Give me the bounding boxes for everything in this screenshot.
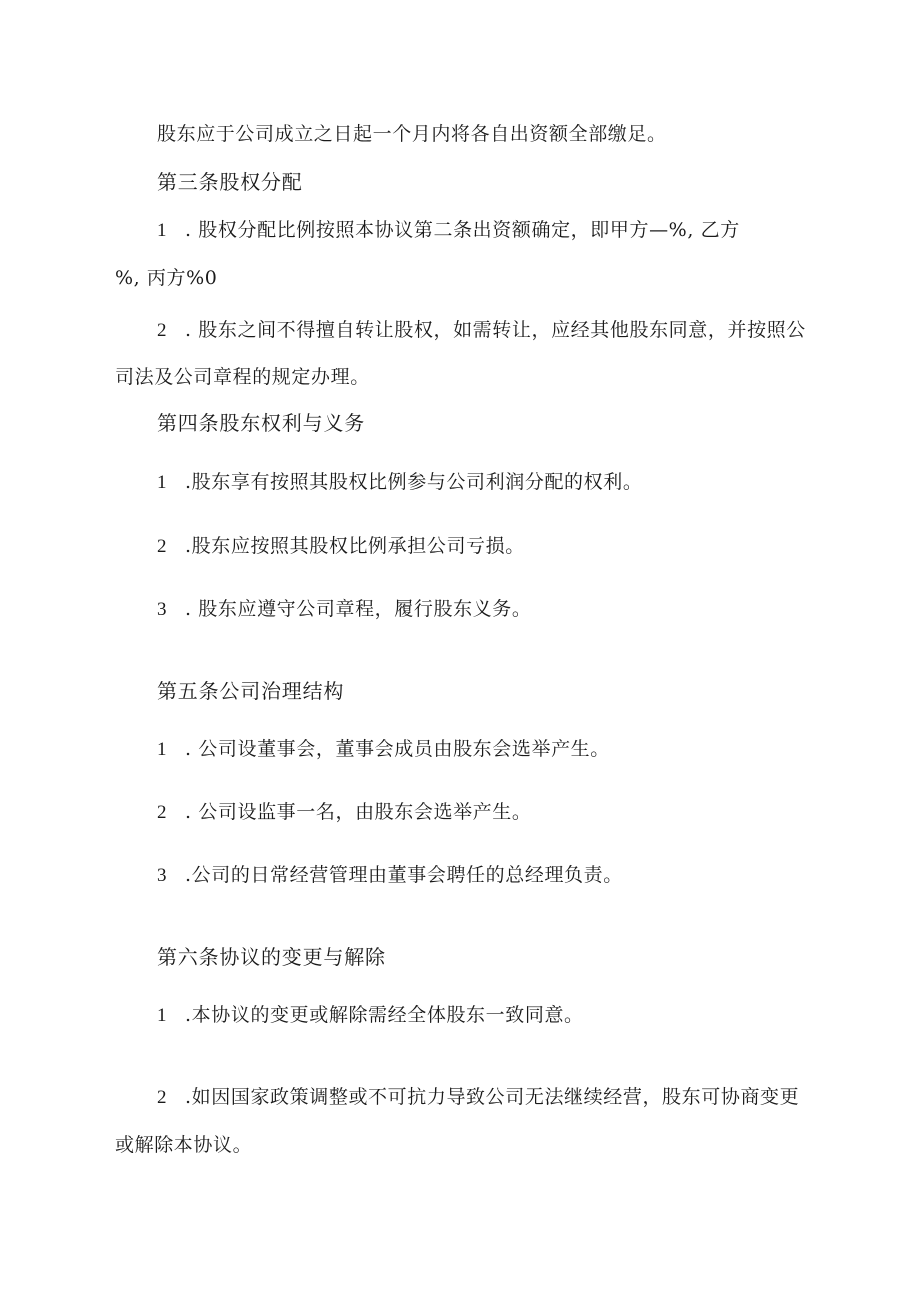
list-text: . 股东之间不得擅自转让股权，如需转让，应经其他股东同意，并按照公	[185, 319, 806, 341]
article3-item2-line1	[157, 318, 806, 343]
article4-item1	[157, 470, 642, 495]
list-text: . 公司设董事会，董事会成员由股东会选举产生。	[185, 738, 610, 760]
article4-item3	[157, 597, 531, 622]
list-text: . 股东应遵守公司章程，履行股东义务。	[185, 598, 532, 620]
list-text: .如因国家政策调整或不可抗力导致公司无法继续经营，股东可协商变更	[185, 1086, 800, 1108]
article4-item2	[157, 534, 525, 559]
article3-heading: 第三条股权分配	[157, 170, 303, 194]
intro-paragraph: 股东应于公司成立之日起一个月内将各自出资额全部缴足。	[157, 123, 667, 145]
article3-item1-line2: %, 丙方%0	[115, 267, 218, 289]
list-number: 1	[157, 1005, 168, 1026]
list-number: 2	[157, 1087, 168, 1108]
list-text: . 股权分配比例按照本协议第二条出资额确定，即甲方—%, 乙方	[185, 219, 740, 241]
article5-item2	[157, 800, 531, 825]
list-number: 1	[157, 472, 168, 493]
list-number: 2	[157, 320, 168, 341]
list-text: .股东享有按照其股权比例参与公司利润分配的权利。	[185, 471, 643, 493]
article5-heading: 第五条公司治理结构	[157, 679, 345, 703]
list-number: 1	[157, 739, 168, 760]
list-number: 2	[157, 802, 168, 823]
article3-item1-line1	[157, 218, 740, 243]
list-number: 2	[157, 536, 168, 557]
article5-item1	[157, 737, 610, 762]
list-text: .股东应按照其股权比例承担公司亏损。	[185, 535, 525, 557]
article6-item2-line1	[157, 1085, 799, 1110]
article5-item3	[157, 863, 623, 888]
list-text: .公司的日常经营管理由董事会聘任的总经理负责。	[185, 864, 623, 886]
article6-item1	[157, 1003, 584, 1028]
article6-heading: 第六条协议的变更与解除	[157, 945, 386, 969]
article3-item2-line2: 司法及公司章程的规定办理。	[115, 366, 370, 388]
list-number: 3	[157, 599, 168, 620]
list-text: . 公司设监事一名，由股东会选举产生。	[185, 801, 532, 823]
article6-item2-line2: 或解除本协议。	[115, 1134, 253, 1156]
list-text: .本协议的变更或解除需经全体股东一致同意。	[185, 1004, 584, 1026]
article4-heading: 第四条股东权利与义务	[157, 411, 365, 435]
list-number: 3	[157, 865, 168, 886]
list-number: 1	[157, 220, 168, 241]
